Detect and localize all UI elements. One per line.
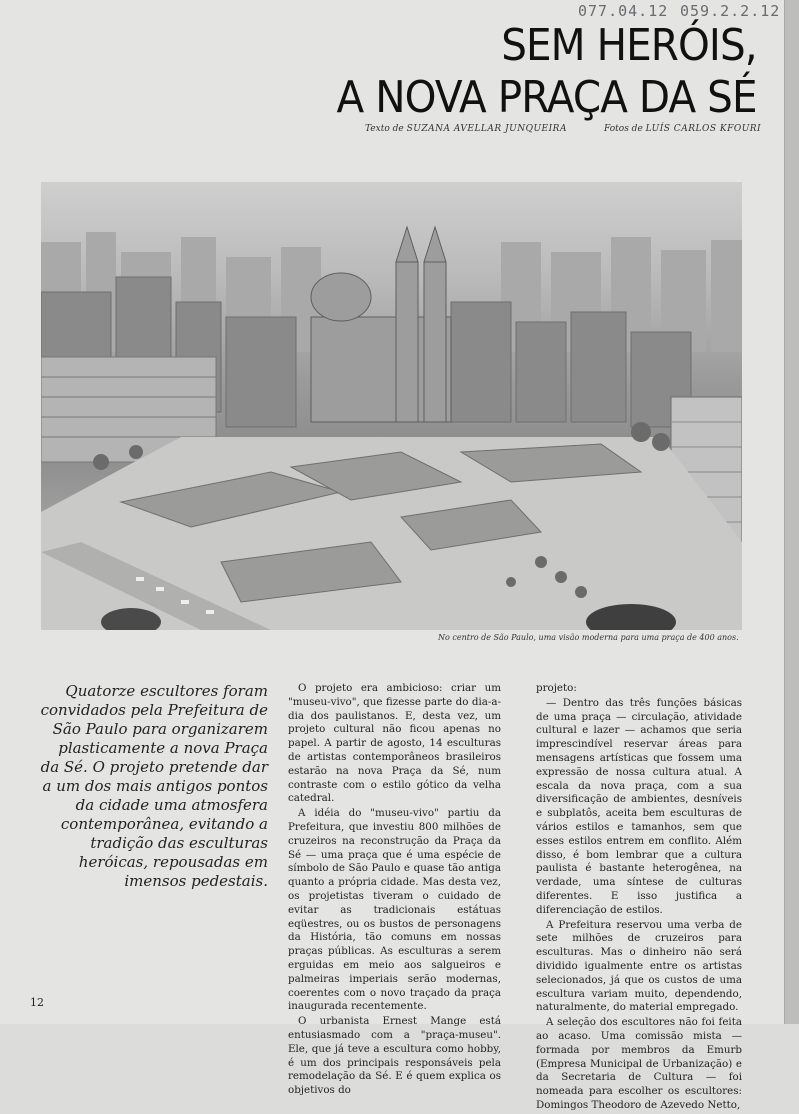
aerial-photo-praca-da-se xyxy=(41,182,742,630)
text-credit xyxy=(365,124,567,134)
body-paragraph: A Prefeitura reservou uma verba de sete milhões de cruzeiros para esculturas. Mas o dinheiro não será dividido igualmente entre os artistas selecionados, já que os custos de uma escultura variam muito, dependendo, naturalmente, do material empregado. xyxy=(536,918,742,1014)
text-credit-prefix: Texto de xyxy=(365,124,404,134)
text-credit-author: SUZANA AVELLAR JUNQUEIRA xyxy=(406,124,567,134)
body-paragraph: O urbanista Ernest Mange está entusiasmado com a "praça-museu". Ele, que já teve a escultura como hobby, é um dos principais responsáveis pela remodelação da Sé. E é quem explica os objetivos do xyxy=(288,1015,501,1097)
lead-paragraph: Quatorze escultores foram convidados pela Prefeitura de São Paulo para organizarem plasticamente a nova Praça da Sé. O projeto pretende dar a um dos mais antigos pontos da cidade uma atmosfera contemporânea, evitando a tradição das esculturas heróicas, repousadas em imensos pedestais. xyxy=(40,682,268,890)
photo-illustration xyxy=(41,182,742,630)
body-paragraph: A idéia do "museu-vivo" partiu da Prefeitura, que investiu 800 milhões de cruzeiros na reconstrução da Praça da Sé — uma praça que é uma espécie de símbolo de São Paulo e quase tão antiga quanto a própria cidade. Mas desta vez, os projetistas tiveram o cuidado de evitar as tradicionais estátuas eqüestres, ou os bustos de personagens da História, tão comuns em nossas praças públicas. As esculturas a serem erguidas em meio aos salgueiros e palmeiras imperiais serão modernas, coerentes com o novo traçado da praça inaugurada recentemente. xyxy=(288,807,501,1013)
body-paragraph: O projeto era ambicioso: criar um "museu-vivo", que fizesse parte do dia-a-dia dos paulistanos. E, desta vez, um projeto cultural não ficou apenas no papel. A partir de agosto, 14 esculturas de artistas contemporâneos brasileiros estarão na nova Praça da Sé, num contraste com o estilo gótico da velha catedral. xyxy=(288,682,501,805)
article-title-line2: A NOVA PRAÇA DA SÉ xyxy=(336,72,757,123)
page-number: 12 xyxy=(30,996,44,1009)
article-column-1 xyxy=(288,682,501,1099)
photo-credit-author: LUÍS CARLOS KFOURI xyxy=(645,124,762,134)
body-paragraph: A seleção dos escultores não foi feita ao acaso. Uma comissão mista — formada por membros da Emurb (Empresa Municipal de Urbanização) e da Secretaria de Cultura — foi nomeada para escolher os escultores: Domingos Theodoro de Azevedo Netto, xyxy=(536,1016,742,1111)
article-column-2 xyxy=(536,682,742,1114)
page-binding-edge xyxy=(784,0,799,1024)
body-paragraph: — Dentro das três funções básicas de uma praça — circulação, atividade cultural e lazer — achamos que seria imprescindível reservar áreas para mensagens artísticas que fossem uma expressão de nossa cultura atual. A escala da nova praça, com a sua diversificação de ambientes, desníveis e subplatôs, aceita bem esculturas de vários estilos e tamanhos, sem que esses estilos entrem em conflito. Além disso, é bom lembrar que a cultura paulista é bastante heterogênea, na verdade, uma síntese de culturas diferentes. E isso justifica a diferenciação de estilos. xyxy=(536,696,742,916)
archive-stamp: 059.2.2.12 xyxy=(680,2,781,20)
photo-caption: No centro de São Paulo, uma visão moderna para uma praça de 400 anos. xyxy=(438,633,739,642)
photo-credit xyxy=(604,124,761,134)
archive-stamp: 077.04.12 xyxy=(578,2,669,20)
body-paragraph: projeto: xyxy=(536,682,577,694)
article-title-line1: SEM HERÓIS, xyxy=(501,20,757,71)
photo-credit-prefix: Fotos de xyxy=(604,124,643,134)
